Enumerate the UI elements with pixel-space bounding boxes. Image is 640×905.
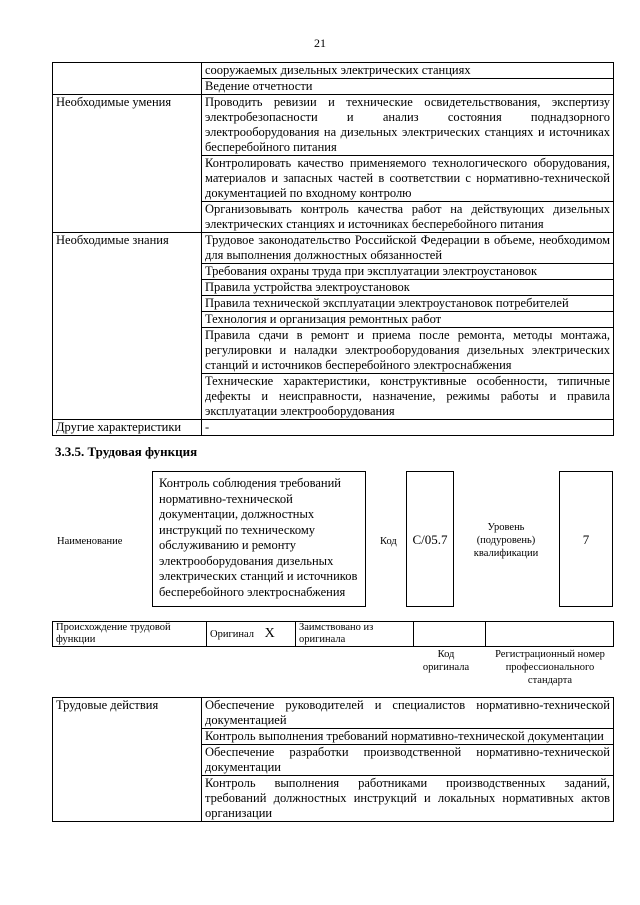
table-cell: Правила устройства электроустановок	[202, 280, 614, 296]
code-label: Код	[380, 536, 397, 547]
table-row	[53, 95, 614, 156]
row-label-knowledge: Необходимые знания	[53, 233, 202, 420]
actions-table	[52, 697, 614, 822]
level-value-box	[559, 471, 613, 607]
function-name-box: Контроль соблюдения требований нормативно-технической документации, должностных инструкций по техническому обслуживанию и ремонту электрооборудования дизельных электрических станций и источников бесперебойного электроснабжения	[152, 471, 366, 607]
code-value-box	[406, 471, 454, 607]
table-cell: Организовывать контроль качества работ на действующих дизельных электрических станциях и источниках бесперебойного питания	[202, 202, 614, 233]
table-cell: Правила технической эксплуатации электроустановок потребителей	[202, 296, 614, 312]
table-cell: Технические характеристики, конструктивные особенности, типичные дефекты и неисправности, назначение, режимы работы и правила эксплуатации электрооборудования	[202, 374, 614, 420]
table-cell: Обеспечение разработки производственной нормативно-технической документации	[202, 745, 614, 776]
table-row	[53, 622, 614, 647]
original-mark: X	[264, 625, 275, 641]
original-label: Оригинал	[210, 628, 254, 640]
name-label: Наименование	[57, 536, 123, 547]
table-cell: Правила сдачи в ремонт и приема после ремонта, методы монтажа, регулировки и наладки электрооборудования дизельных электрических станций и источников бесперебойного электроснабжения	[202, 328, 614, 374]
original-cell	[207, 622, 296, 647]
origin-label: Происхождение трудовой функции	[53, 622, 207, 647]
code-original-cell	[414, 622, 486, 647]
row-label	[53, 63, 202, 95]
level-value: 7	[582, 532, 590, 547]
table-cell: Обеспечение руководителей и специалистов нормативно-технической документацией	[202, 698, 614, 729]
code-value: C/05.7	[412, 532, 448, 547]
level-label: Уровень (подуровень) квалификации	[473, 522, 539, 559]
reg-number-label: Регистрационный номер профессионального стандарта	[495, 649, 605, 686]
row-label-skills: Необходимые умения	[53, 95, 202, 233]
table-cell: Технология и организация ремонтных работ	[202, 312, 614, 328]
table-row	[53, 420, 614, 436]
origin-table	[52, 621, 614, 647]
table-cell: Контроль выполнения требований нормативно-технической документации	[202, 729, 614, 745]
skills-knowledge-table	[52, 62, 614, 436]
table-cell: Требования охраны труда при эксплуатации электроустановок	[202, 264, 614, 280]
code-original-label: Код оригинала	[422, 649, 470, 673]
table-cell: Проводить ревизии и технические освидетельствования, экспертизу электробезопасности и анализ состояния поднадзорного электрооборудования на дизельных электрических станциях и источниках бесперебойного питания	[202, 95, 614, 156]
table-cell: сооружаемых дизельных электрических станциях	[202, 63, 614, 79]
table-cell: Контролировать качество применяемого технологического оборудования, материалов и запасных частей в соответствии с нормативно-технической документацией по входному контролю	[202, 156, 614, 202]
table-cell: Контроль выполнения работниками производственных заданий, требований должностных инструкций и локальных нормативных актов организации	[202, 776, 614, 822]
page-number: 21	[314, 36, 326, 50]
table-cell: -	[202, 420, 614, 436]
section-heading: 3.3.5. Трудовая функция	[55, 444, 198, 459]
table-cell: Трудовое законодательство Российской Федерации в объеме, необходимом для выполнения должностных обязанностей	[202, 233, 614, 264]
actions-label: Трудовые действия	[53, 698, 202, 822]
reg-number-cell	[486, 622, 614, 647]
table-row	[53, 698, 614, 729]
table-cell: Ведение отчетности	[202, 79, 614, 95]
borrowed-label: Заимствовано из оригинала	[296, 622, 414, 647]
table-row	[53, 63, 614, 79]
table-row	[53, 233, 614, 264]
row-label-other: Другие характеристики	[53, 420, 202, 436]
